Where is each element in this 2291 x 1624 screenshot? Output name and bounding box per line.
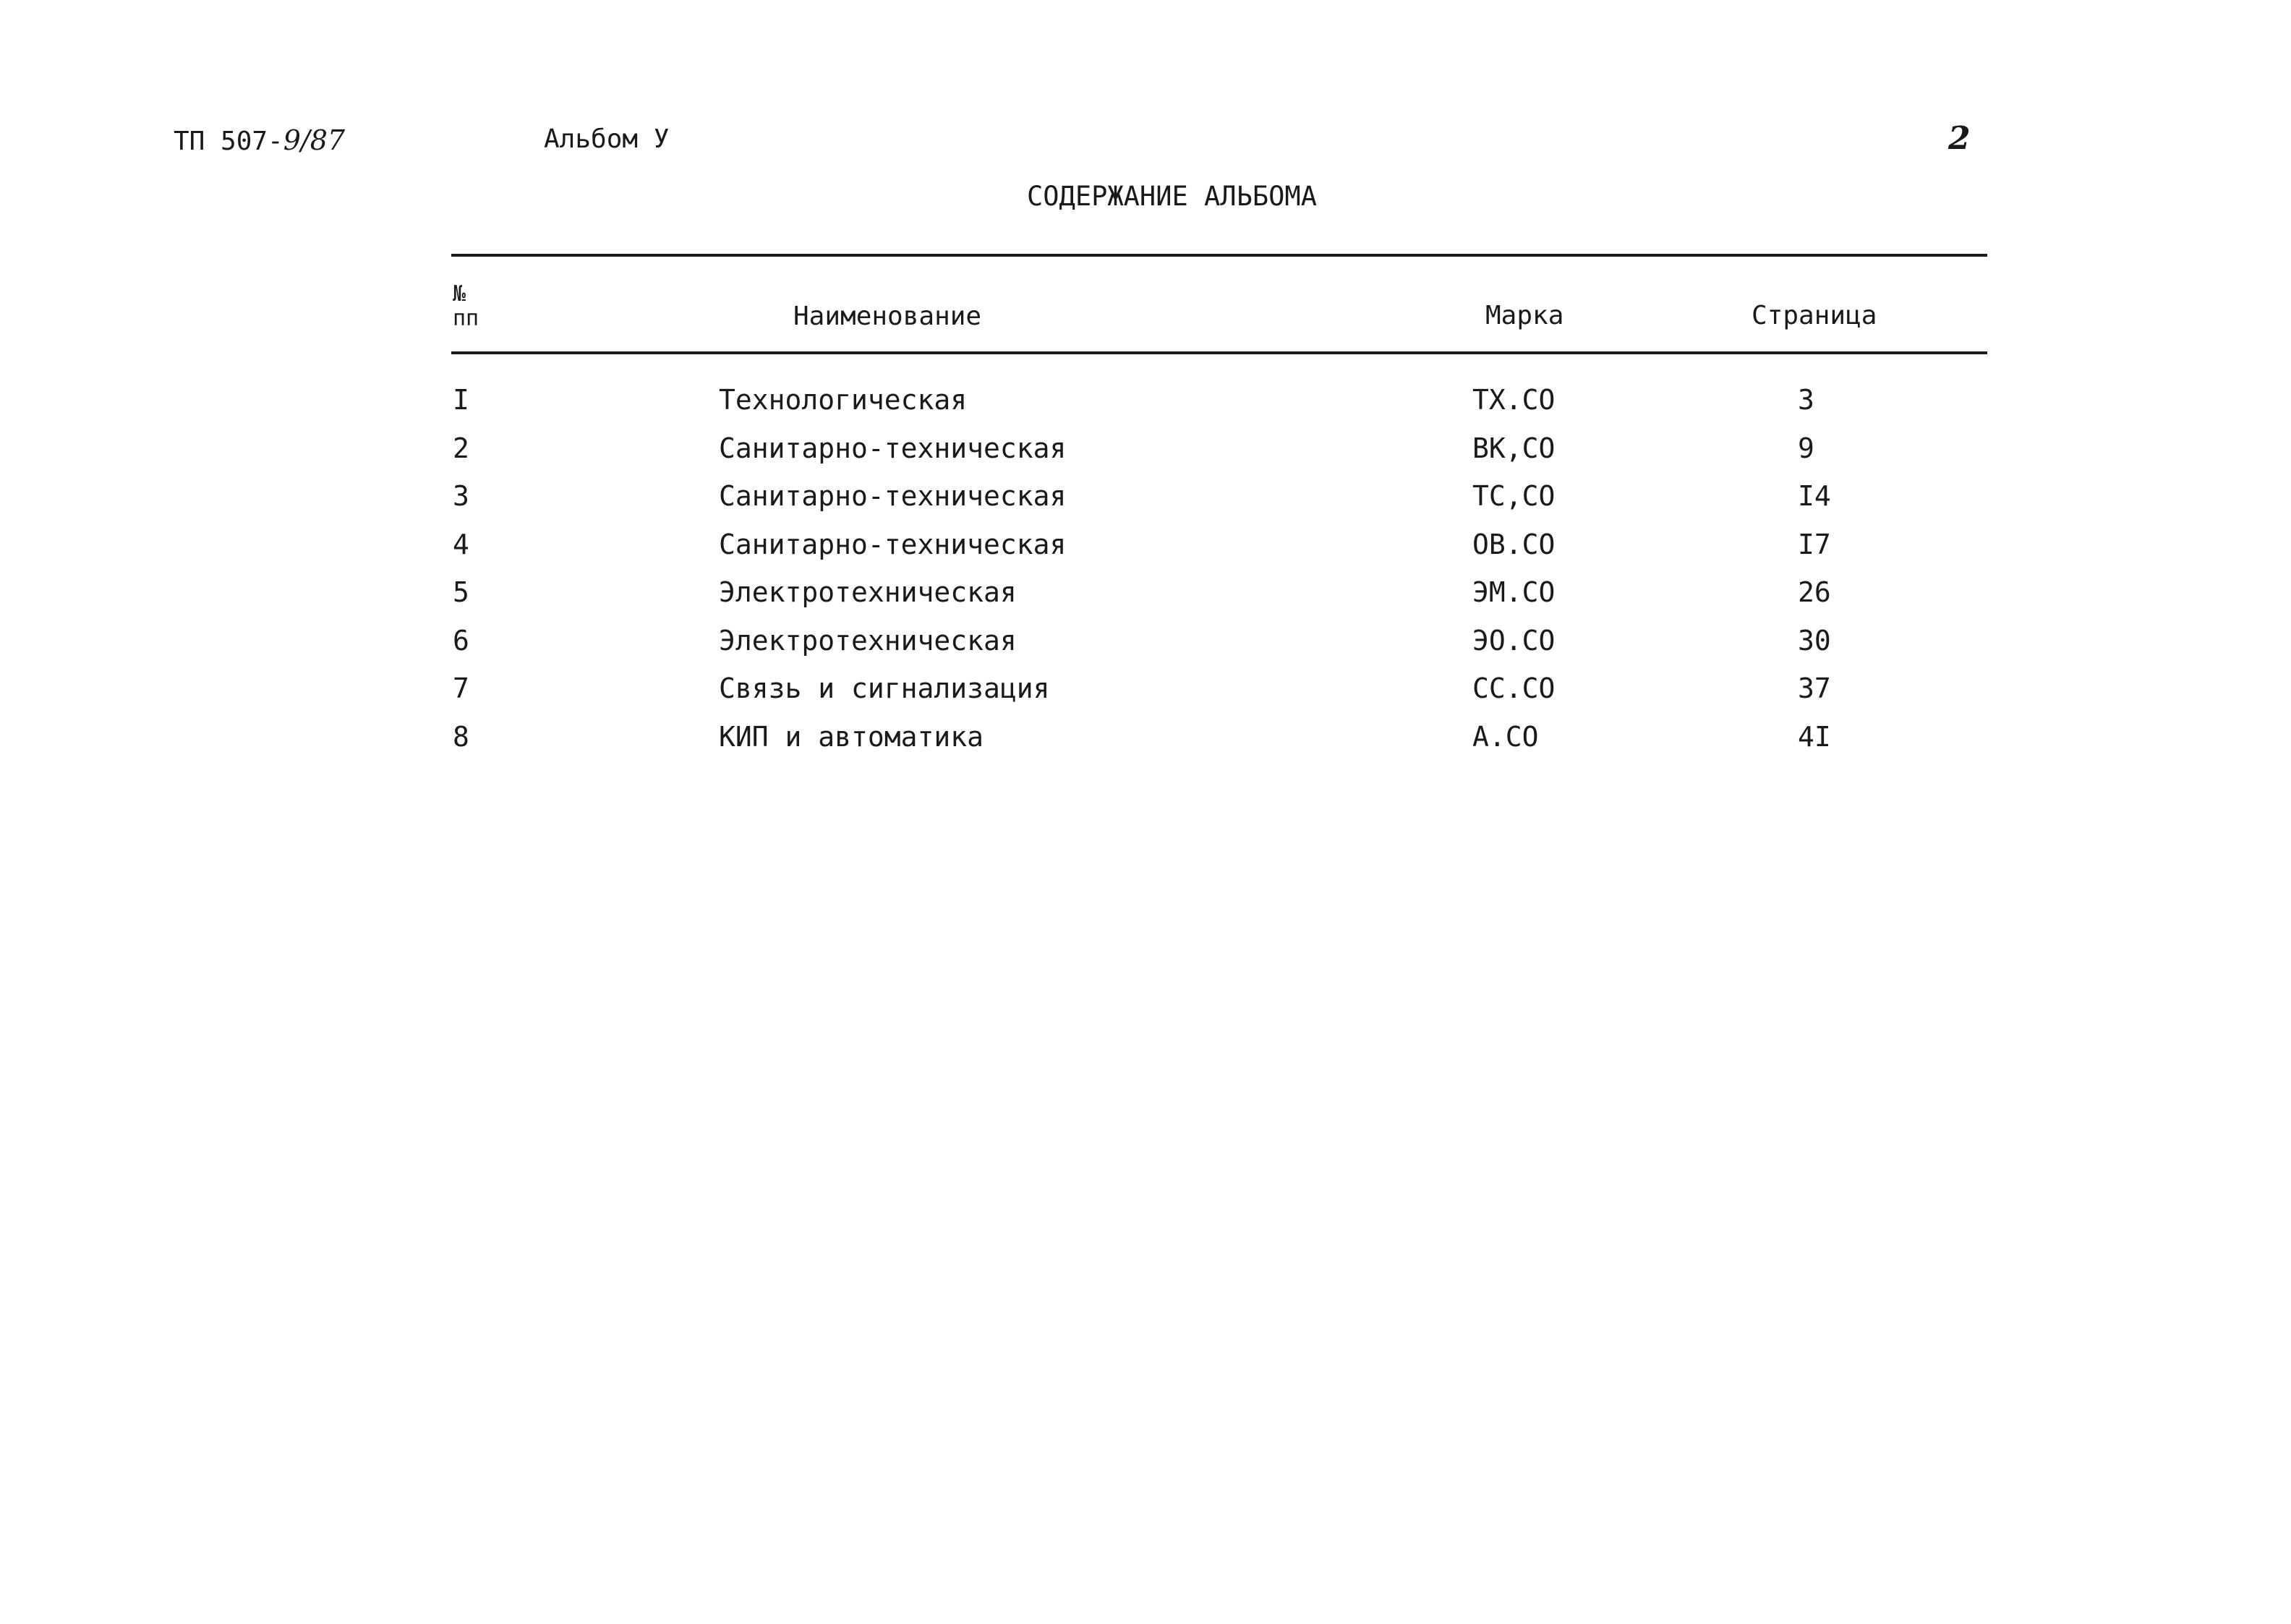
row-page: 9 [1798,432,1814,464]
table-row [0,382,2291,430]
row-name: Электротехническая [719,576,1017,608]
document-code-printed: ТП 507- [174,127,283,156]
row-number: 5 [453,576,469,608]
row-mark: А.СО [1472,720,1539,753]
row-mark: ЭМ.СО [1472,576,1556,608]
row-mark: ТС,СО [1472,480,1556,512]
row-number: 8 [453,720,469,753]
table-row [0,670,2291,719]
row-page: I4 [1798,480,1831,512]
table-top-rule [451,254,1987,257]
column-header-number [453,282,496,331]
row-mark: ЭО.СО [1472,624,1556,657]
row-name: Санитарно-техническая [719,432,1067,464]
row-page: 30 [1798,624,1831,657]
row-number: 3 [453,480,469,512]
column-header-name: Наименование [793,302,982,331]
row-mark: СС.СО [1472,672,1556,704]
document-title: СОДЕРЖАНИЕ АЛЬБОМА [1027,181,1317,212]
row-page: 3 [1798,384,1814,416]
row-name: Санитарно-техническая [719,528,1067,560]
row-name: Санитарно-техническая [719,480,1067,512]
row-number: 4 [453,528,469,560]
row-page: 4I [1798,720,1831,753]
album-label: Альбом У [544,124,670,154]
table-row [0,623,2291,671]
row-mark: ТХ.СО [1472,384,1556,416]
table-row [0,526,2291,575]
document-code [174,124,346,156]
row-mark: ВК,СО [1472,432,1556,464]
column-header-number-line2: пп [453,306,479,331]
row-mark: ОВ.СО [1472,528,1556,560]
row-number: 2 [453,432,469,464]
row-number: I [453,384,469,416]
row-page: I7 [1798,528,1831,560]
column-header-mark: Марка [1485,301,1564,330]
row-name: Электротехническая [719,624,1017,657]
table-row [0,478,2291,526]
row-name: КИП и автоматика [719,720,984,753]
row-page: 37 [1798,672,1831,704]
row-number: 6 [453,624,469,657]
document-code-handwritten: 9/87 [283,124,346,156]
row-number: 7 [453,672,469,704]
table-header-rule [451,351,1987,354]
table-row [0,574,2291,623]
column-header-page: Страница [1752,301,1877,330]
row-name: Технологическая [719,384,968,416]
page-number: 2 [1948,120,1971,157]
table-row [0,719,2291,767]
row-page: 26 [1798,576,1831,608]
table-row [0,430,2291,479]
table-body [0,382,2291,766]
row-name: Связь и сигнализация [719,672,1050,704]
column-header-number-line1: № [453,281,466,307]
